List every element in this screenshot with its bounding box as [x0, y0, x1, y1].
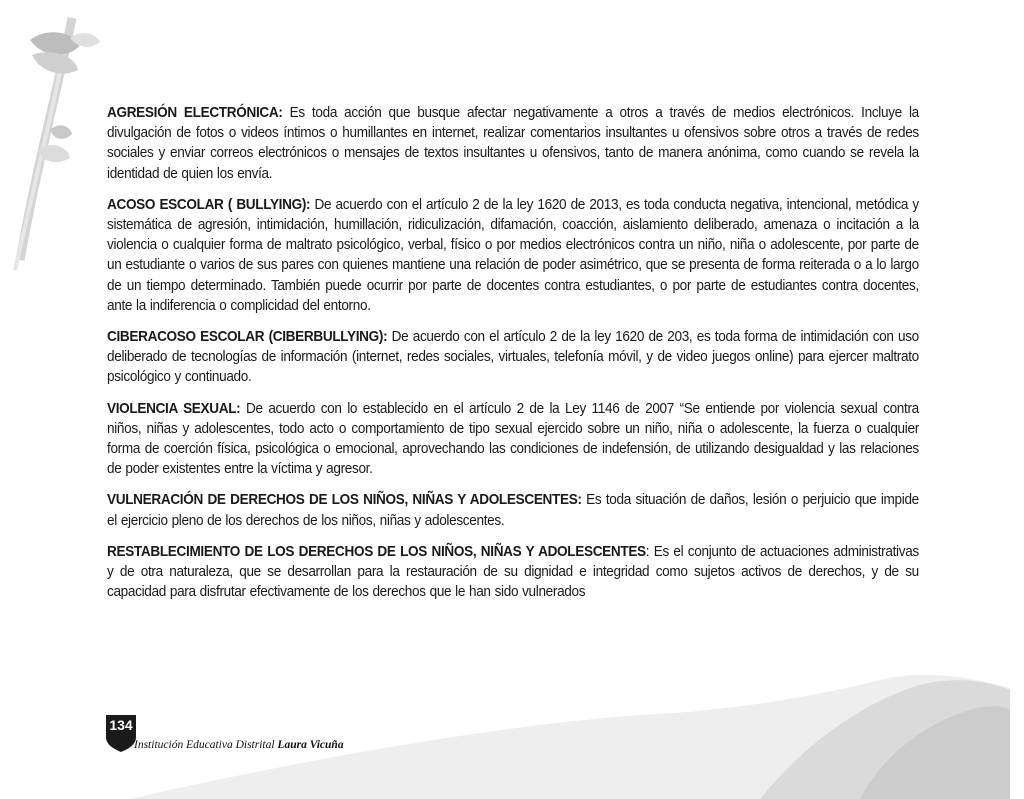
institution-name	[134, 739, 344, 751]
definition-violencia-sexual	[107, 399, 919, 480]
institution-school-name: Laura Vicuña	[277, 739, 344, 751]
definitions-text	[107, 103, 919, 613]
term-heading: VULNERACIÓN DE DERECHOS DE LOS NIÑOS, NIÑAS Y ADOLESCENTES:	[107, 492, 582, 509]
definition-body: : Es el conjunto de actuaciones administrativas y de otra naturaleza, que se desarrollan para la restauración de su dignidad e integridad como sujetos activos de derechos, y de su capacidad para disfrutar efectivamente de los derechos que le han sido vulnerados	[107, 543, 919, 601]
floral-decoration	[0, 0, 110, 280]
definition-vulneracion-derechos	[107, 490, 919, 530]
term-heading: CIBERACOSO ESCOLAR (CIBERBULLYING):	[107, 329, 388, 346]
definition-body: De acuerdo con el artículo 2 de la ley 1620 de 203, es toda forma de intimidación con uso deliberado de tecnologías de información (internet, redes sociales, virtuales, telefonía móvil, y de video juegos online) para ejercer maltrato psicológico y continuado.	[107, 329, 919, 386]
term-heading: RESTABLECIMIENTO DE LOS DERECHOS DE LOS NIÑOS, NIÑAS Y ADOLESCENTES	[107, 543, 646, 560]
term-heading: ACOSO ESCOLAR ( BULLYING):	[107, 196, 311, 213]
definition-agresion-electronica	[107, 103, 919, 184]
wave-decoration	[0, 640, 1024, 799]
definition-restablecimiento-derechos	[107, 542, 919, 603]
institution-prefix: Institución Educativa Distrital	[134, 739, 278, 751]
term-heading: AGRESIÓN ELECTRÓNICA:	[107, 105, 283, 121]
term-heading: VIOLENCIA SEXUAL:	[107, 400, 241, 417]
page-number: 134	[109, 717, 133, 733]
definition-body: Es toda situación de daños, lesión o perjuicio que impide el ejercicio pleno de los derechos de los niños, niñas y adolescentes.	[107, 492, 919, 529]
definition-body: Es toda acción que busque afectar negativamente a otros a través de medios electrónicos. Incluye la divulgación de fotos o videos íntimos o humillantes en internet, realizar comentarios insultantes u ofensivos sobre otros a través de redes sociales y enviar correos electrónicos o mensajes de textos insultantes u ofensivos, tanto de manera anónima, como cuando se revela la identidad de quien los envía.	[107, 105, 919, 182]
definition-body: De acuerdo con el artículo 2 de la ley 1620 de 2013, es toda conducta negativa, intencional, metódica y sistemática de agresión, intimidación, humillación, ridiculización, difamación, coacción, aislamiento deliberado, amenaza o incitación a la violencia o cualquier forma de maltrato psicológico, verbal, físico o por medios electrónicos contra un niño, niña o adolescente, por parte de un estudiante o varios de sus pares con quienes mantiene una relación de poder asimétrico, que se presenta de forma reiterada o a lo largo de un tiempo determinado. También puede ocurrir por parte de docentes contra estudiantes, o por parte de estudiantes contra docentes, ante la indiferencia o complicidad del entorno.	[107, 196, 919, 314]
definition-body: De acuerdo con lo establecido en el artículo 2 de la Ley 1146 de 2007 “Se entiende por violencia sexual contra niños, niñas y adolescentes, todo acto o comportamiento de tipo sexual ejercido sobre un niño, niña o adolescente, la fuerza o cualquier forma de coerción física, psicológica o emocional, aprovechando las condiciones de indefensión, de utilizando desigualdad y las relaciones de poder existentes entre la víctima y agresor.	[107, 400, 919, 478]
definition-ciberacoso-escolar	[107, 327, 919, 388]
definition-acoso-escolar	[107, 195, 919, 316]
